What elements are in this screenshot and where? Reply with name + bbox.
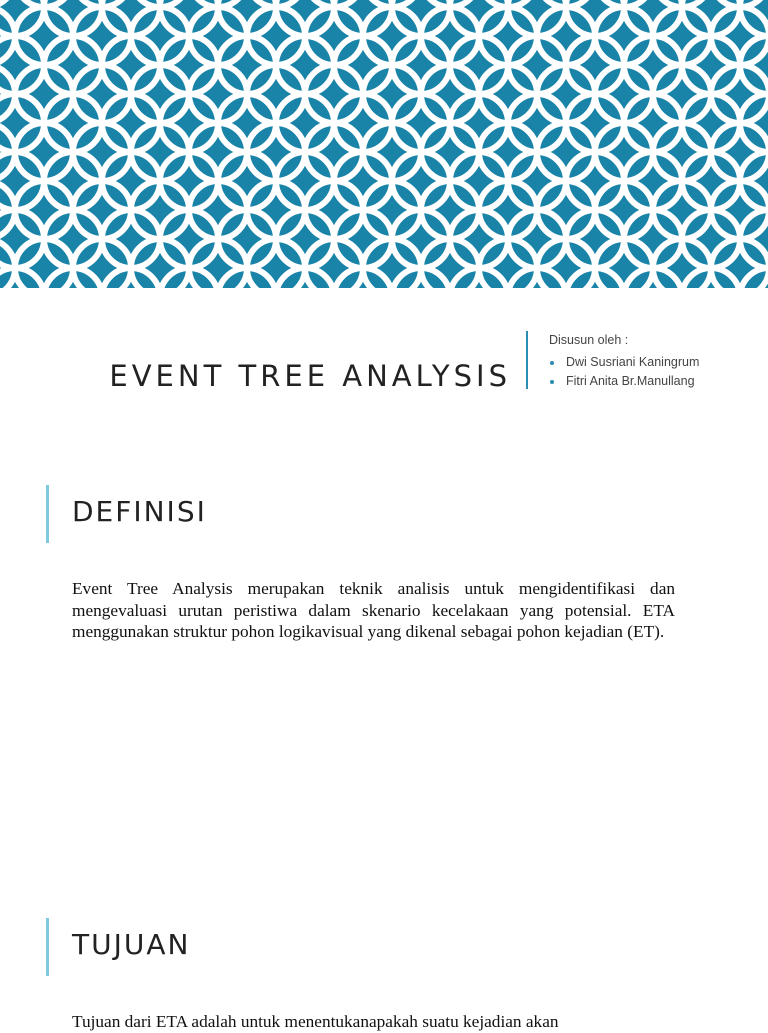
tujuan-accent-bar — [46, 918, 49, 976]
author-block — [549, 333, 759, 391]
author-name: Fitri Anita Br.Manullang — [566, 374, 695, 388]
author-item — [549, 372, 759, 391]
slide-title: EVENT TREE ANALYSIS — [109, 359, 511, 394]
authored-by-label: Disusun oleh : — [549, 333, 629, 347]
bullet-icon — [550, 361, 554, 365]
tujuan-body: Tujuan dari ETA adalah untuk menentukanapakah suatu kejadian akan — [72, 1012, 559, 1031]
tujuan-heading: TUJUAN — [72, 928, 191, 961]
decorative-banner — [0, 0, 768, 288]
definisi-accent-bar — [46, 485, 49, 543]
definisi-heading: DEFINISI — [72, 495, 207, 528]
title-divider — [526, 331, 528, 389]
bullet-icon — [550, 380, 554, 384]
circle-pattern — [0, 0, 768, 288]
author-name: Dwi Susriani Kaningrum — [566, 355, 700, 369]
definisi-body: Event Tree Analysis merupakan teknik analisis untuk mengidentifikasi dan mengevaluasi urutan peristiwa dalam skenario kecelakaan yang potensial. ETA menggunakan struktur pohon logikavisual yang dikenal sebagai pohon kejadian (ET). — [72, 579, 675, 641]
author-list — [549, 353, 759, 391]
author-item — [549, 353, 759, 372]
